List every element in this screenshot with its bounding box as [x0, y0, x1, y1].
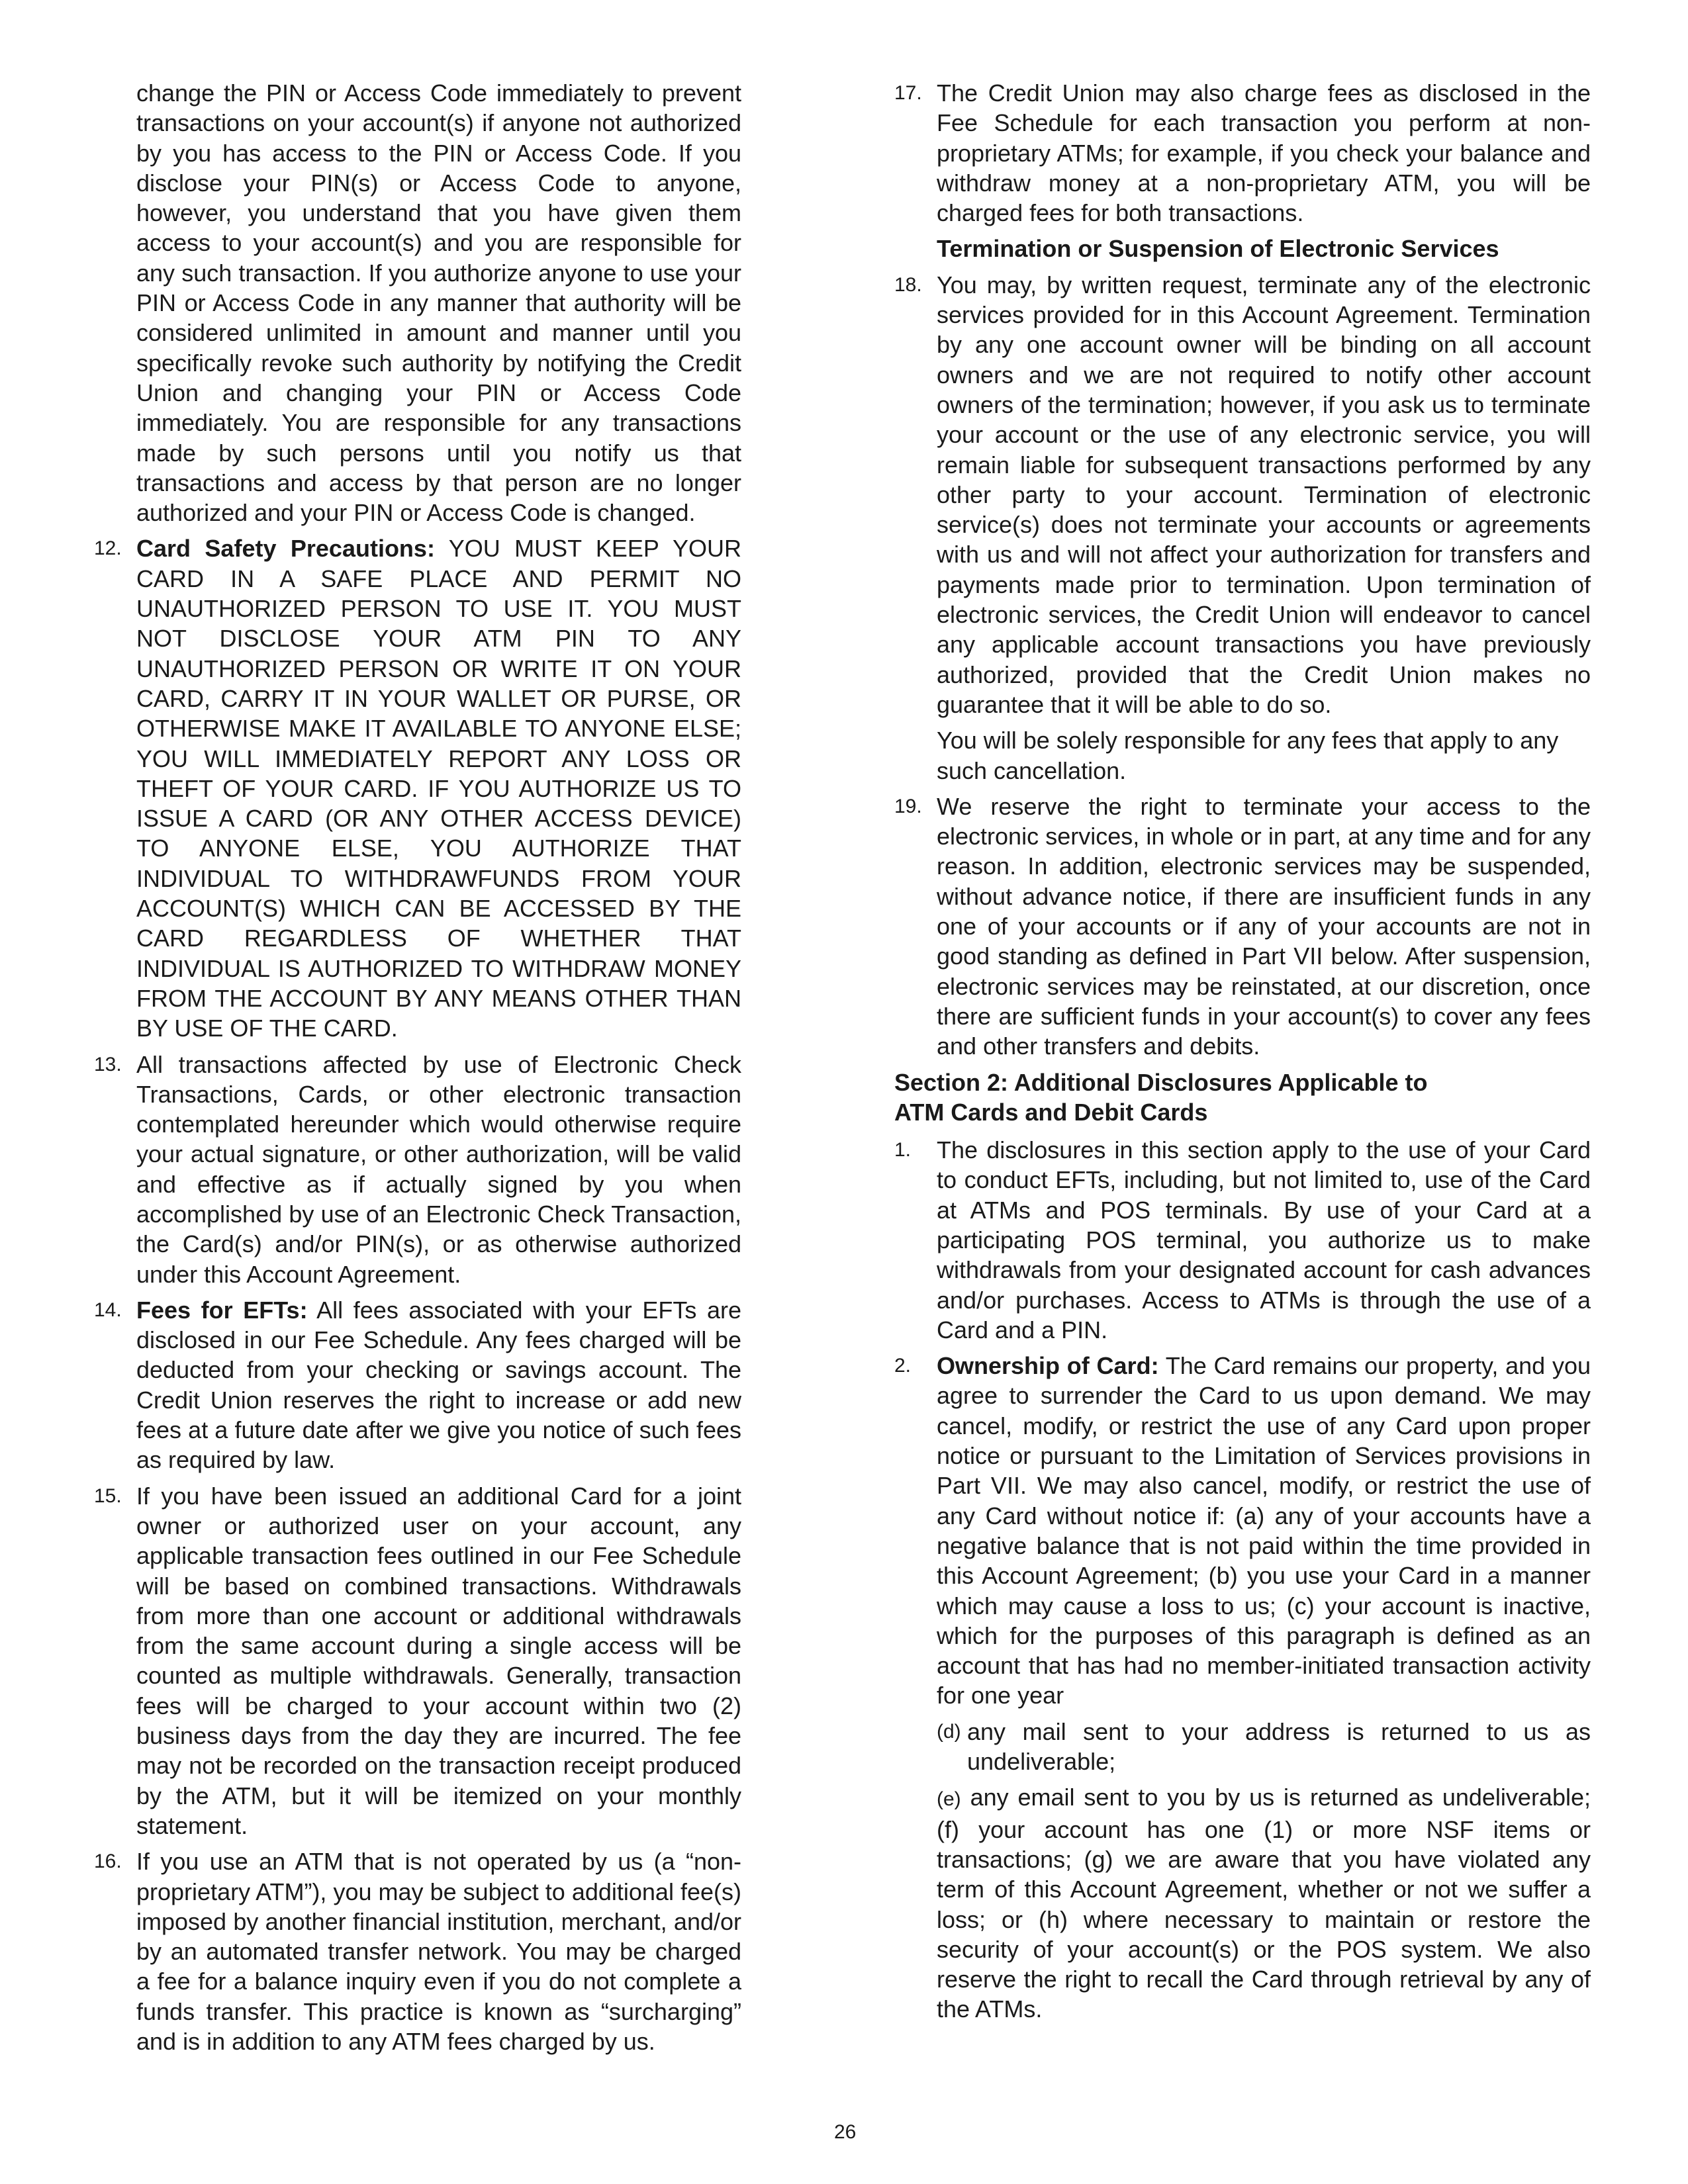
sub-item-label: (e) — [937, 1788, 961, 1811]
item-number: 15. — [94, 1484, 122, 1507]
item-text: All transactions affected by use of Electronic Check Transactions, Cards, or other electronic transaction contemplated hereunder which would otherwise require your actual signature, or other authorization, will be valid and effective as if actually signed by you when accomplished by use of an Electronic Check Transaction, the Card(s) and/or PIN(s), or as otherwise authorized under this Account Agreement. — [136, 1050, 741, 1288]
page-number: 26 — [834, 2121, 857, 2143]
item-number: 19. — [894, 795, 922, 817]
section-2-item-2 — [894, 1351, 1591, 2025]
item-body — [136, 533, 741, 1043]
item-text: If you use an ATM that is not operated by us (a “non-proprietary ATM”), you may be subject to additional fee(s) imposed by another financial institution, merchant, and/or by an automated transfer network. You may be charged a fee for a balance inquiry even if you do not complete a funds transfer. This practice is known as “surcharging” and is in addition to any ATM fees charged by us. — [136, 1848, 741, 2055]
section-2-item-1 — [894, 1135, 1591, 1345]
list-item-15 — [94, 1481, 741, 1841]
left-column — [94, 78, 741, 2062]
item-number: 14. — [94, 1298, 122, 1321]
item-text: If you have been issued an additional Card for a joint owner or authorized user on your account, any applicable transaction fees outlined in our Fee Schedule will be based on combined transactions. Withdrawals from more than one account or additional withdrawals from the same account during a single access will be counted as multiple withdrawals. Generally, transaction fees will be charged to your account within two (2) business days from the day they are incurred. The fee may not be recorded on the transaction receipt produced by the ATM, but it will be itemized on your monthly statement. — [136, 1482, 741, 1839]
item-text: We reserve the right to terminate your access to the electronic services, in whole or in part, at any time and for any reason. In addition, electronic services may be suspended, without advance notice, if there are insufficient funds in any one of your accounts or if any of your accounts are not in good standing as defined in Part VII below. After suspension, electronic services may be reinstated, at our discretion, once there are sufficient funds in your account(s) to cover any fees and other transfers and debits. — [937, 792, 1591, 1060]
item-text: All fees associated with your EFTs are disclosed in our Fee Schedule. Any fees charged will be deducted from your checking or savings account. The Credit Union reserves the right to increase or add new fees at a future date after we give you notice of such fees as required by law. — [136, 1296, 741, 1474]
section-2-heading-line2: ATM Cards and Debit Cards — [894, 1098, 1208, 1126]
item-number: 17. — [894, 82, 922, 104]
list-item-19 — [894, 792, 1591, 1062]
termination-heading: Termination or Suspension of Electronic Services — [937, 235, 1499, 263]
item-body — [937, 270, 1591, 786]
sub-item-text: any mail sent to your address is returned to us as undeliverable; — [967, 1717, 1591, 1776]
intro-continued-paragraph: change the PIN or Access Code immediately to prevent transactions on your account(s) if anyone not authorized by you has access to the PIN or Access Code. If you disclose your PIN(s) or Access Code to anyone, however, you understand that you have given them access to your account(s) and you are responsible for any such transaction. If you authorize anyone to use your PIN or Access Code in any manner that authority will be considered unlimited in amount and manner until you specifically revoke such authority by notifying the Credit Union and changing your PIN or Access Code immediately. You are responsible for any transactions made by such persons until you notify us that transactions and access by that person are no longer authorized and your PIN or Access Code is changed. — [136, 79, 741, 527]
item-lead: Ownership of Card: — [937, 1352, 1159, 1380]
section-2-heading-line1: Section 2: Additional Disclosures Applicable to — [894, 1068, 1428, 1096]
item-number: 1. — [894, 1139, 912, 1161]
item-number: 12. — [94, 537, 122, 560]
list-item-12 — [94, 533, 741, 1043]
item-number: 13. — [94, 1053, 122, 1075]
item-text: YOU MUST KEEP YOUR CARD IN A SAFE PLACE AND PERMIT NO UNAUTHORIZED PERSON TO USE IT. YOU MUST NOT DISCLOSE YOUR ATM PIN TO ANY UNAUTHORIZED PERSON OR WRITE IT ON YOUR CARD, CARRY IT IN YOUR WALLET OR PURSE, OR OTHERWISE MAKE IT AVAILABLE TO ANYONE ELSE; YOU WILL IMMEDIATELY REPORT ANY LOSS OR THEFT OF YOUR CARD. IF YOU AUTHORIZE US TO ISSUE A CARD (OR ANY OTHER ACCESS DEVICE) TO ANYONE ELSE, YOU AUTHORIZE THAT INDIVIDUAL TO WITHDRAWFUNDS FROM YOUR ACCOUNT(S) WHICH CAN BE ACCESSED BY THE CARD REGARDLESS OF WHETHER THAT INDIVIDUAL IS AUTHORIZED TO WITHDRAW MONEY FROM THE ACCOUNT BY ANY MEANS OTHER THAN BY USE OF THE CARD. — [136, 535, 741, 1042]
right-column — [894, 78, 1591, 2030]
item-text: The disclosures in this section apply to the use of your Card to conduct EFTs, including, but not limited to, use of the Card at ATMs and POS terminals. By use of your Card at a participating POS terminal, you authorize us to make withdrawals from your designated account for cash advances and/or purchases. Access to ATMs is through the use of a Card and a PIN. — [937, 1136, 1591, 1343]
sub-item-label: (d) — [937, 1720, 961, 1743]
list-item-16 — [94, 1846, 741, 2056]
item-body — [937, 1351, 1591, 2025]
item-text: You may, by written request, terminate any of the electronic services provided for in this Account Agreement. Termination by any one account owner will be binding on all account owners and we are not required to notify other account owners of the termination; however, if you ask us to terminate your account or the use of any electronic service, you will remain liable for subsequent transactions performed by any other party to your account. Termination of electronic service(s) does not terminate your accounts or agreements with us and will not affect your authorization for transfers and payments made prior to termination. Upon termination of electronic services, the Credit Union will endeavor to cancel any applicable account transactions you have previously authorized, provided that the Credit Union makes no guarantee that it will be able to do so. — [937, 271, 1591, 718]
sub-item-e — [937, 1782, 1591, 2024]
sub-item-d — [937, 1717, 1591, 1777]
item-lead: Fees for EFTs: — [136, 1296, 308, 1324]
item-paragraph — [937, 1351, 1591, 1711]
item-lead: Card Safety Precautions: — [136, 535, 435, 563]
item-extra-text: You will be solely responsible for any fees that apply to any such cancellation. — [937, 727, 1559, 784]
item-number: 18. — [894, 273, 922, 296]
item-text: The Credit Union may also charge fees as disclosed in the Fee Schedule for each transaction you perform at non-proprietary ATMs; for example, if you check your balance and withdraw money at a non-proprietary ATM, you will be charged fees for both transactions. — [937, 79, 1591, 227]
sub-item-text: any email sent to you by us is returned as undeliverable; (f) your account has one (1) or more NSF items or transactions; (g) we are aware that you have violated any term of this Account Agreement, whether or not we suffer a loss; or (h) where necessary to maintain or restore the security of your account(s) or the POS system. We also reserve the right to recall the Card through retrieval by any of the ATMs. — [937, 1784, 1591, 2023]
section-2-heading — [894, 1068, 1591, 1128]
list-item-13 — [94, 1050, 741, 1289]
list-item-14 — [94, 1295, 741, 1475]
list-item-17 — [894, 78, 1591, 228]
list-item-18 — [894, 270, 1591, 786]
item-number: 16. — [94, 1850, 122, 1873]
item-number: 2. — [894, 1355, 912, 1377]
item-body — [136, 1295, 741, 1475]
item-text: The Card remains our property, and you agree to surrender the Card to us upon demand. We may cancel, modify, or restrict the use of any Card upon proper notice or pursuant to the Limitation of Services provisions in Part VII. We may also cancel, modify, or restrict the use of any Card without notice if: (a) any of your accounts have a negative balance that is not paid within the time provided in this Account Agreement; (b) you use your Card in a manner which may cause a loss to us; (c) your account is inactive, which for the purposes of this paragraph is defined as an account that has had no member-initiated transaction activity for one year — [937, 1352, 1591, 1709]
